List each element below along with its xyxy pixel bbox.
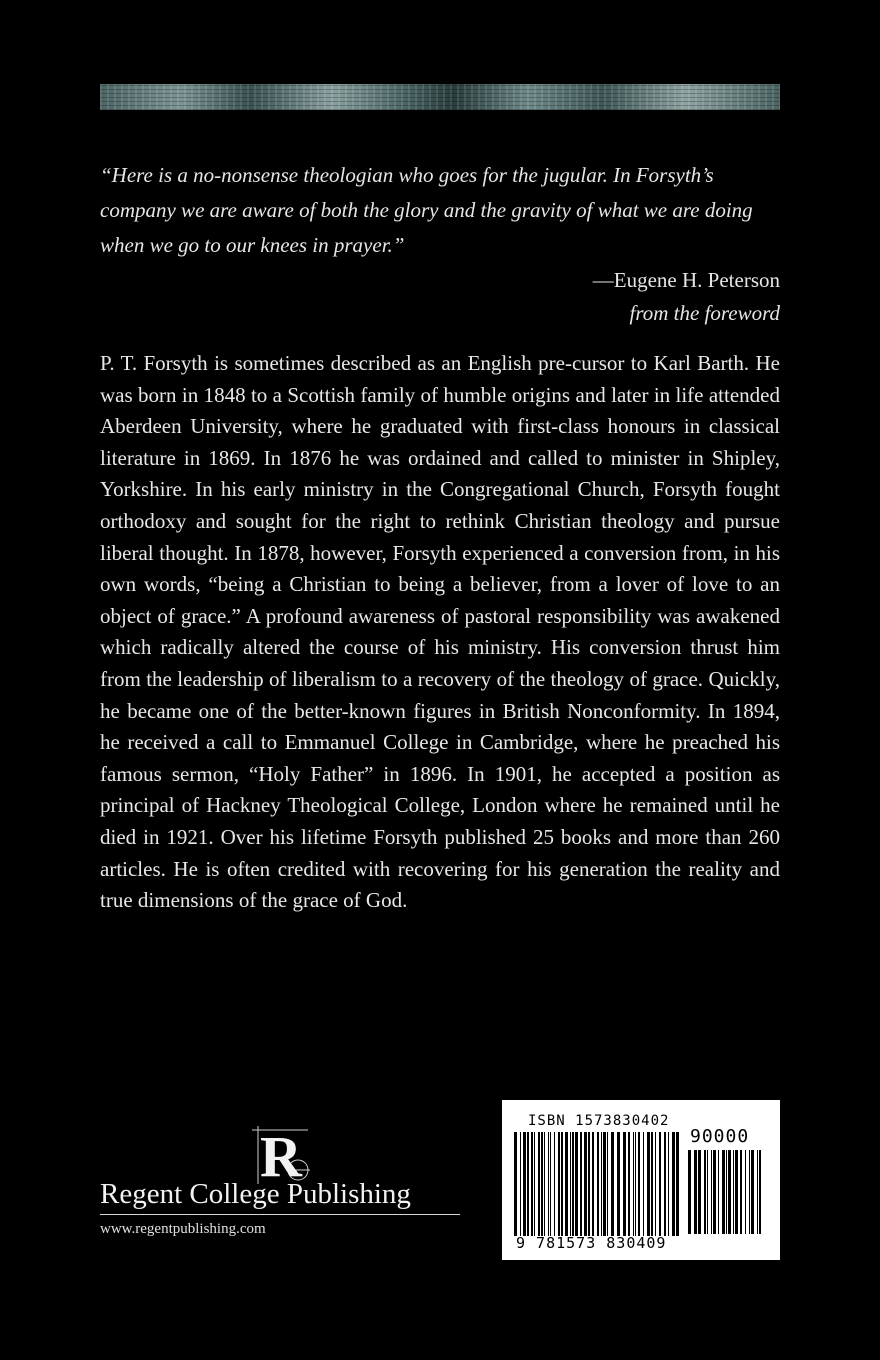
barcode-bar xyxy=(704,1150,706,1234)
isbn-label: ISBN 1573830402 xyxy=(528,1113,670,1129)
barcode-bar xyxy=(713,1150,716,1234)
barcode-bar xyxy=(597,1132,599,1236)
barcode-bar xyxy=(694,1150,697,1234)
barcode-bar xyxy=(527,1132,529,1236)
barcode-bar xyxy=(544,1132,545,1236)
barcode-bar xyxy=(531,1132,533,1236)
barcode-bar xyxy=(711,1150,712,1234)
publisher-website: www.regentpublishing.com xyxy=(100,1221,266,1237)
ean-barcode-bars xyxy=(514,1132,680,1238)
barcode-bar xyxy=(668,1132,669,1236)
barcode-bar xyxy=(749,1150,750,1234)
barcode-bar xyxy=(538,1132,540,1236)
author-biography: P. T. Forsyth is sometimes described as an English pre-cursor to Karl Barth. He was born in 1848 to a Scottish family of humble origins and later in life attended Aberdeen University, where he graduated with first-class honours in classical literature in 1869. In 1876 he was ordained and called to minister in Shipley, Yorkshire. In his early ministry in the Congregational Church, Forsyth fought orthodoxy and sought for the right to rethink Christian theology and pursue liberal thought. In 1878, however, Forsyth experienced a conversion from, in his own words, “being a Christian to being a believer, from a lover of love to an object of grace.” A profound awareness of pastoral responsibility was awakened which radically altered the course of his ministry. His conversion thrust him from the leadership of liberalism to a recovery of the theology of grace. Quickly, he became one of the better-known figures in British Nonconformity. In 1894, he received a call to Emmanuel College in Cambridge, where he preached his famous sermon, “Holy Father” in 1896. In 1901, he accepted a position as principal of Hackney Theological College, London where he remained until he died in 1921. Over his lifetime Forsyth published 25 books and more than 260 articles. He is often credited with recovering for his generation the reality and true dimensions of the grace of God. xyxy=(100,351,780,913)
barcode-bar xyxy=(643,1132,644,1236)
barcode-bar xyxy=(751,1150,754,1234)
barcode-bar xyxy=(554,1132,555,1236)
quote-attribution xyxy=(593,264,780,330)
barcode-bar xyxy=(561,1132,563,1236)
barcode-bar xyxy=(726,1150,727,1234)
barcode-bar xyxy=(514,1132,517,1236)
barcode-bar xyxy=(592,1132,594,1236)
barcode-bar xyxy=(550,1132,551,1236)
barcode-bar xyxy=(735,1150,738,1234)
barcode-bar xyxy=(740,1150,742,1234)
barcode-bar xyxy=(647,1132,650,1236)
price-barcode-bars xyxy=(688,1150,766,1234)
barcode-bar xyxy=(611,1132,614,1236)
barcode-bar xyxy=(759,1150,761,1234)
barcode-bar xyxy=(601,1132,602,1236)
barcode-bar xyxy=(664,1132,666,1236)
barcode-bar xyxy=(603,1132,606,1236)
barcode-bar xyxy=(607,1132,608,1236)
barcode-bar xyxy=(728,1150,731,1234)
barcode-bar xyxy=(688,1150,691,1234)
barcode-bar xyxy=(580,1132,582,1236)
barcode-bar xyxy=(633,1132,634,1236)
barcode-bar xyxy=(638,1132,640,1236)
barcode-bar xyxy=(722,1150,725,1234)
barcode-bar xyxy=(548,1132,549,1236)
barcode-bar xyxy=(623,1132,626,1236)
barcode-bar xyxy=(588,1132,590,1236)
barcode-bar xyxy=(707,1150,708,1234)
barcode-bar xyxy=(672,1132,675,1236)
quote-source: from the foreword xyxy=(629,301,780,325)
barcode-bar xyxy=(676,1132,679,1236)
barcode-bar xyxy=(718,1150,719,1234)
barcode-bar xyxy=(534,1132,535,1236)
barcode-bar xyxy=(651,1132,653,1236)
barcode-bar xyxy=(558,1132,560,1236)
barcode-bar xyxy=(655,1132,656,1236)
barcode-bar xyxy=(757,1150,758,1234)
barcode-bar xyxy=(635,1132,636,1236)
barcode-bar xyxy=(572,1132,574,1236)
barcode-bar xyxy=(520,1132,521,1236)
publisher-name: Regent College Publishing xyxy=(100,1176,460,1215)
logo-letter: R xyxy=(260,1124,302,1188)
barcode-bar xyxy=(617,1132,620,1236)
barcode-bar xyxy=(628,1132,630,1236)
endorsement-quote: “Here is a no-nonsense theologian who goes for the jugular. In Forsyth’s company we are aware of both the glory and the gravity of what we are doing when we go to our knees in prayer.” xyxy=(100,163,753,257)
barcode-bar xyxy=(733,1150,734,1234)
barcode-bar xyxy=(745,1150,746,1234)
barcode-bar xyxy=(565,1132,568,1236)
barcode-bar xyxy=(659,1132,661,1236)
barcode-bar xyxy=(570,1132,571,1236)
barcode-bar xyxy=(575,1132,578,1236)
decorative-banner xyxy=(100,84,780,110)
barcode-bar xyxy=(523,1132,526,1236)
isbn-barcode xyxy=(502,1100,780,1260)
quote-author: —Eugene H. Peterson xyxy=(592,268,780,292)
barcode-bar xyxy=(584,1132,587,1236)
barcode-bar xyxy=(698,1150,701,1234)
ean-digits: 9 781573 830409 xyxy=(516,1234,667,1252)
barcode-bar xyxy=(541,1132,543,1236)
price-code: 90000 xyxy=(690,1126,750,1147)
